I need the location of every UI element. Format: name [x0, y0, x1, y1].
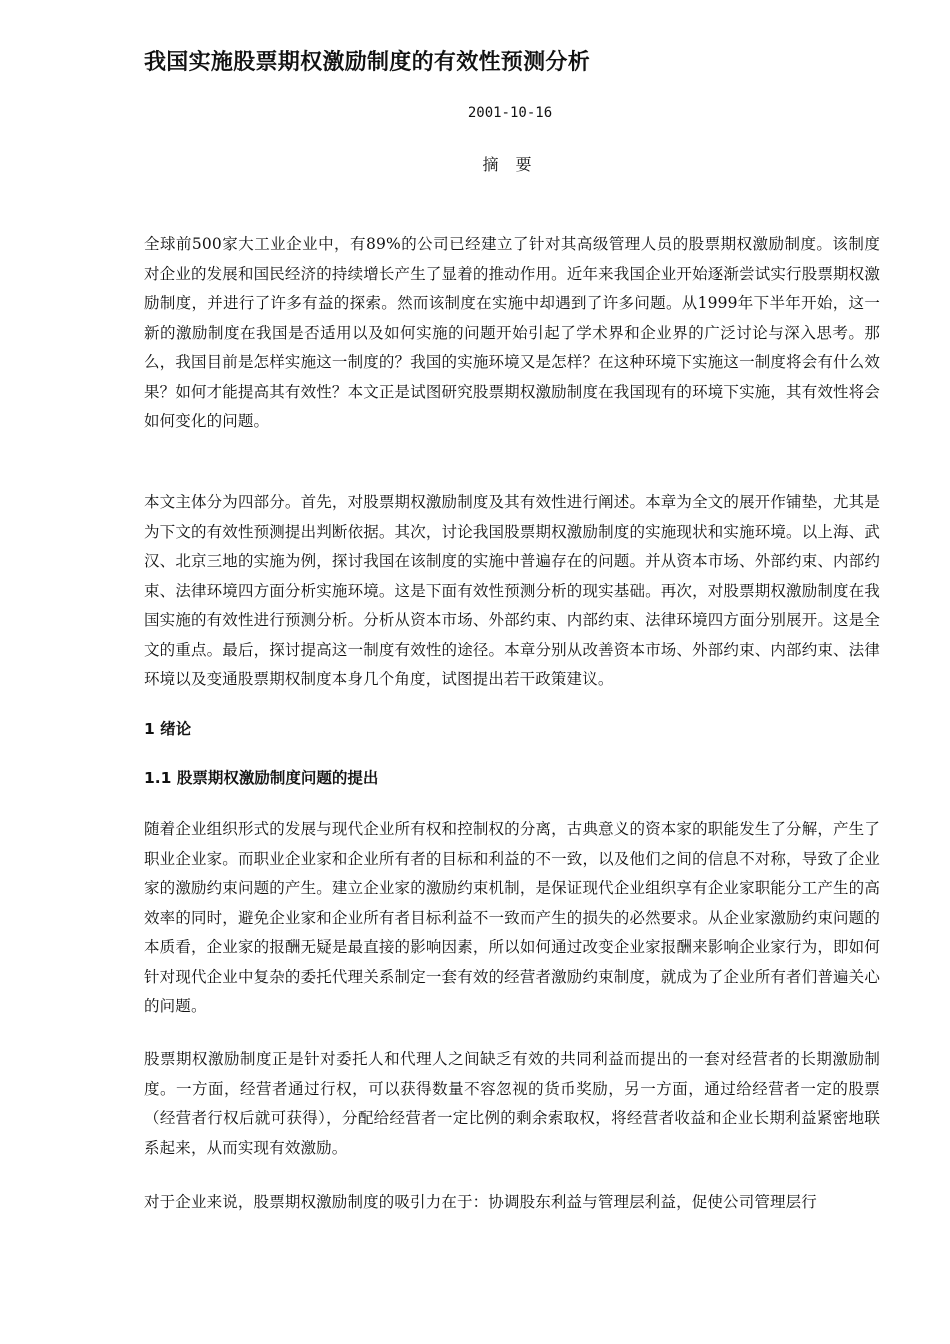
body-paragraph-2: 股票期权激励制度正是针对委托人和代理人之间缺乏有效的共同利益而提出的一套对经营者的长期激励制度。一方面，经营者通过行权，可以获得数量不容忽视的货币奖励，另一方面，通过给经营者一定的股票（经营者行权后就可获得），分配给经营者一定比例的剩余索取权，将经营者收益和企业长期利益紧密地联系起来，从而实现有效激励。	[144, 1050, 880, 1157]
section-1-1-heading: 1.1 股票期权激励制度问题的提出	[144, 769, 379, 787]
body-paragraph-3: 对于企业来说，股票期权激励制度的吸引力在于：协调股东利益与管理层利益，促使公司管理层行	[144, 1193, 817, 1211]
document-date: 2001-10-16	[467, 105, 553, 121]
document-title: 我国实施股票期权激励制度的有效性预测分析	[144, 50, 591, 75]
abstract-heading: 摘 要	[482, 155, 538, 174]
abstract-paragraph-1: 全球前500家大工业企业中，有89%的公司已经建立了针对其高级管理人员的股票期权激励制度。该制度对企业的发展和国民经济的持续增长产生了显着的推动作用。近年来我国企业开始逐渐尝试实行股票期权激励制度，并进行了许多有益的探索。然而该制度在实施中却遇到了许多问题。从1999年下半年开始，这一新的激励制度在我国是否适用以及如何实施的问题开始引起了学术界和企业界的广泛讨论与深入思考。那么，我国目前是怎样实施这一制度的？我国的实施环境又是怎样？在这种环境下实施这一制度将会有什么效果？如何才能提高其有效性？本文正是试图研究股票期权激励制度在我国现有的环境下实施，其有效性将会如何变化的问题。	[144, 235, 880, 430]
body-paragraph-1: 随着企业组织形式的发展与现代企业所有权和控制权的分离，古典意义的资本家的职能发生了分解，产生了职业企业家。而职业企业家和企业所有者的目标和利益的不一致，以及他们之间的信息不对称，导致了企业家的激励约束问题的产生。建立企业家的激励约束机制，是保证现代企业组织享有企业家职能分工产生的高效率的同时，避免企业家和企业所有者目标利益不一致而产生的损失的必然要求。从企业家激励约束问题的本质看，企业家的报酬无疑是最直接的影响因素，所以如何通过改变企业家报酬来影响企业家行为，即如何针对现代企业中复杂的委托代理关系制定一套有效的经营者激励约束制度，就成为了企业所有者们普遍关心的问题。	[144, 820, 880, 1015]
section-1-heading: 1 绪论	[144, 720, 192, 738]
abstract-paragraph-2: 本文主体分为四部分。首先，对股票期权激励制度及其有效性进行阐述。本章为全文的展开作铺垫，尤其是为下文的有效性预测提出判断依据。其次，讨论我国股票期权激励制度的实施现状和实施环境。以上海、武汉、北京三地的实施为例，探讨我国在该制度的实施中普遍存在的问题。并从资本市场、外部约束、内部约束、法律环境四方面分析实施环境。这是下面有效性预测分析的现实基础。再次，对股票期权激励制度在我国实施的有效性进行预测分析。分析从资本市场、外部约束、内部约束、法律环境四方面分别展开。这是全文的重点。最后，探讨提高这一制度有效性的途径。本章分别从改善资本市场、外部约束、内部约束、法律环境以及变通股票期权制度本身几个角度，试图提出若干政策建议。	[144, 493, 880, 688]
